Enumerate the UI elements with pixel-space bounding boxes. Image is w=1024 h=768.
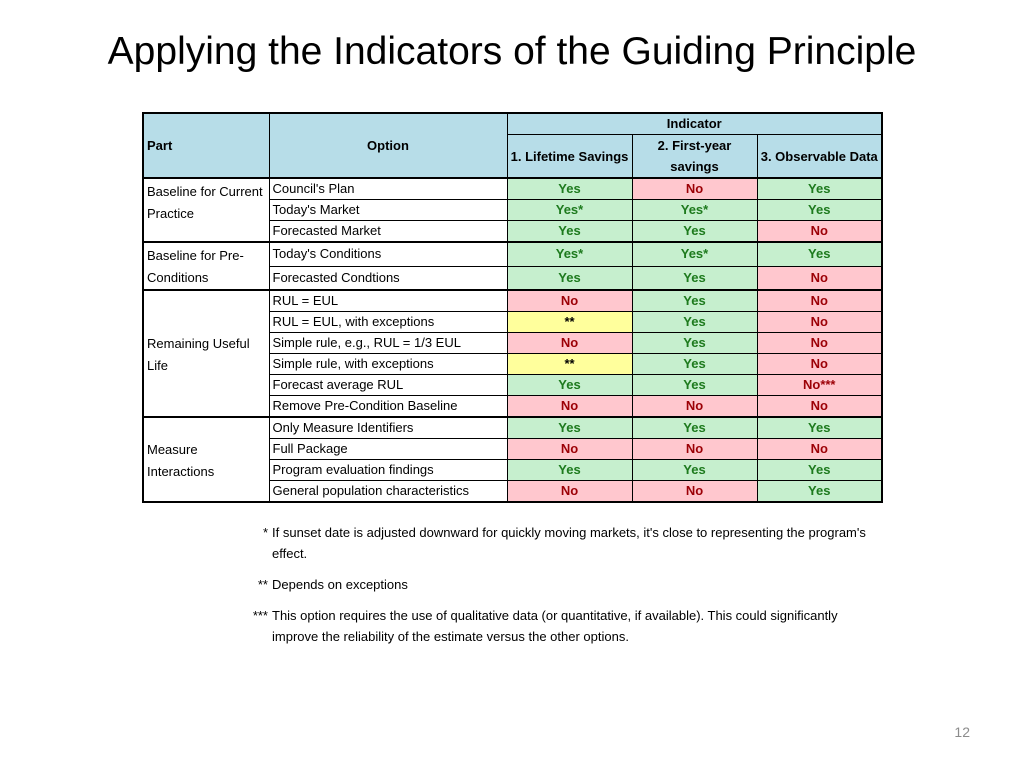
indicator-cell: Yes bbox=[507, 221, 632, 243]
table-row bbox=[143, 417, 882, 439]
option-cell: Simple rule, e.g., RUL = 1/3 EUL bbox=[269, 333, 507, 354]
indicator-cell: Yes bbox=[507, 178, 632, 200]
indicator-cell: No bbox=[757, 396, 882, 418]
indicator-cell: No bbox=[757, 333, 882, 354]
indicator-cell: ** bbox=[507, 354, 632, 375]
footnote-text: If sunset date is adjusted downward for quickly moving markets, it's close to representing the program's effect. bbox=[272, 525, 866, 561]
indicator-cell: Yes bbox=[757, 460, 882, 481]
header-indicator: Indicator bbox=[507, 113, 882, 135]
option-cell: Simple rule, with exceptions bbox=[269, 354, 507, 375]
option-cell: Program evaluation findings bbox=[269, 460, 507, 481]
option-cell: Full Package bbox=[269, 439, 507, 460]
indicator-cell: No bbox=[632, 439, 757, 460]
indicator-cell: Yes bbox=[757, 200, 882, 221]
indicator-cell: No bbox=[507, 290, 632, 312]
option-cell: Forecasted Market bbox=[269, 221, 507, 243]
indicator-cell: No bbox=[757, 221, 882, 243]
footnote bbox=[238, 574, 878, 595]
indicator-cell: Yes bbox=[632, 312, 757, 333]
header-first-year-savings: 2. First-year savings bbox=[632, 135, 757, 179]
indicator-cell: No bbox=[757, 266, 882, 290]
indicator-cell: No bbox=[507, 333, 632, 354]
indicator-cell: Yes bbox=[757, 178, 882, 200]
indicator-cell: Yes bbox=[632, 375, 757, 396]
indicator-cell: Yes bbox=[757, 417, 882, 439]
footnote-text: Depends on exceptions bbox=[272, 577, 408, 592]
indicator-cell: ** bbox=[507, 312, 632, 333]
footnote bbox=[238, 522, 878, 564]
indicator-cell: No bbox=[507, 396, 632, 418]
header-lifetime-savings: 1. Lifetime Savings bbox=[507, 135, 632, 179]
option-cell: RUL = EUL bbox=[269, 290, 507, 312]
indicator-cell: Yes* bbox=[507, 242, 632, 266]
indicator-cell: Yes bbox=[507, 460, 632, 481]
indicator-cell: No bbox=[757, 290, 882, 312]
indicator-cell: Yes bbox=[507, 417, 632, 439]
footnotes bbox=[238, 522, 878, 657]
footnote-text: This option requires the use of qualitative data (or quantitative, if available). This could significantly improve the reliability of the estimate versus the other options. bbox=[272, 608, 838, 644]
header-part: Part bbox=[143, 113, 269, 178]
indicator-cell: Yes bbox=[632, 221, 757, 243]
option-cell: Only Measure Identifiers bbox=[269, 417, 507, 439]
table-row bbox=[143, 290, 882, 312]
option-cell: Today's Market bbox=[269, 200, 507, 221]
indicator-cell: Yes bbox=[632, 417, 757, 439]
option-cell: Remove Pre-Condition Baseline bbox=[269, 396, 507, 418]
indicator-cell: No bbox=[757, 439, 882, 460]
indicator-cell: Yes* bbox=[632, 200, 757, 221]
indicator-cell: Yes bbox=[632, 460, 757, 481]
part-cell: Measure Interactions bbox=[143, 417, 269, 502]
option-cell: Forecast average RUL bbox=[269, 375, 507, 396]
table-body bbox=[143, 178, 882, 502]
indicator-cell: Yes* bbox=[632, 242, 757, 266]
table-row bbox=[143, 178, 882, 200]
indicator-cell: Yes* bbox=[507, 200, 632, 221]
indicator-cell: No bbox=[757, 312, 882, 333]
option-cell: Forecasted Condtions bbox=[269, 266, 507, 290]
footnote-marker: *** bbox=[252, 608, 268, 623]
indicator-cell: No bbox=[507, 439, 632, 460]
indicator-cell: Yes bbox=[632, 266, 757, 290]
indicator-cell: No*** bbox=[757, 375, 882, 396]
indicator-cell: No bbox=[507, 481, 632, 503]
header-option: Option bbox=[269, 113, 507, 178]
footnote-marker: ** bbox=[257, 577, 268, 592]
indicator-cell: Yes bbox=[632, 354, 757, 375]
indicator-cell: Yes bbox=[632, 290, 757, 312]
indicator-cell: Yes bbox=[632, 333, 757, 354]
indicator-cell: Yes bbox=[757, 242, 882, 266]
slide-title: Applying the Indicators of the Guiding Principle bbox=[107, 30, 917, 73]
indicator-cell: Yes bbox=[757, 481, 882, 503]
indicator-cell: No bbox=[632, 396, 757, 418]
indicator-cell: Yes bbox=[507, 375, 632, 396]
part-cell: Baseline for Pre-Conditions bbox=[143, 242, 269, 290]
option-cell: Today's Conditions bbox=[269, 242, 507, 266]
table-row bbox=[143, 242, 882, 266]
page-number: 12 bbox=[954, 724, 970, 740]
option-cell: Council's Plan bbox=[269, 178, 507, 200]
part-cell: Remaining Useful Life bbox=[143, 290, 269, 417]
footnote-marker: * bbox=[262, 525, 268, 540]
indicator-cell: No bbox=[632, 178, 757, 200]
option-cell: General population characteristics bbox=[269, 481, 507, 503]
footnote bbox=[238, 605, 878, 647]
indicator-cell: No bbox=[632, 481, 757, 503]
indicator-cell: No bbox=[757, 354, 882, 375]
part-cell: Baseline for Current Practice bbox=[143, 178, 269, 242]
indicator-table bbox=[142, 112, 883, 503]
header-observable-data: 3. Observable Data bbox=[757, 135, 882, 179]
option-cell: RUL = EUL, with exceptions bbox=[269, 312, 507, 333]
indicator-cell: Yes bbox=[507, 266, 632, 290]
